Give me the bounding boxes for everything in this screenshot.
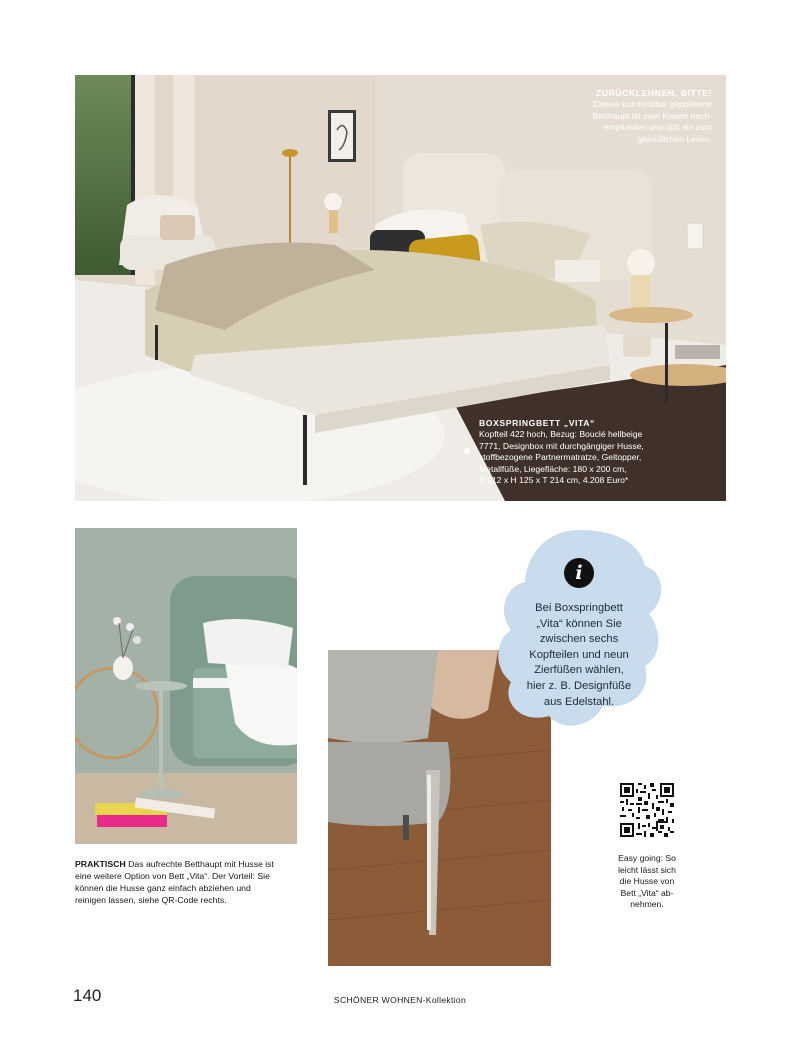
caption-heading: ZURÜCKLEHNEN, BITTE! — [595, 88, 712, 98]
caption-line: Bett „Vita“ ab- — [620, 887, 674, 898]
caption-line: empfunden und lädt ein zum — [603, 122, 712, 133]
caption-line: nehmen. — [630, 899, 664, 910]
caption-line: die Husse von — [619, 876, 675, 887]
caption-recline — [547, 88, 712, 145]
caption-praktisch — [75, 858, 280, 906]
caption-body: Das aufrechte Betthaupt mit Husse ist eine weitere Option von Bett „Vita“. Der Vorteil: Sie können die Husse ganz einfach abziehen und reinigen lassen, siehe QR-Code rechts. — [75, 859, 274, 905]
bullet-dot — [464, 448, 470, 454]
qr-code[interactable] — [620, 783, 674, 837]
info-box — [493, 528, 665, 738]
green-bed-photo — [75, 528, 297, 844]
info-line: zwischen sechs — [539, 633, 619, 646]
footer-brand: SCHÖNER WOHNEN-Kollektion — [333, 995, 467, 1005]
caption-heading: BOXSPRINGBETT „VITA“ — [479, 418, 595, 428]
info-text — [509, 601, 649, 710]
caption-lead: PRAKTISCH — [75, 859, 126, 869]
caption-line: gemütlichen Lesen. — [637, 133, 712, 144]
caption-line: leicht lässt sich — [618, 864, 676, 875]
info-line: aus Edelstahl. — [543, 695, 615, 708]
info-line: „Vita“ können Sie — [536, 617, 622, 630]
bedroom-photo — [75, 75, 726, 501]
info-line: Kopfteilen und neun — [529, 648, 629, 661]
info-icon: i — [564, 558, 594, 588]
info-line: hier z. B. Designfüße — [526, 679, 632, 692]
caption-line: Kopfteil 422 hoch, Bezug: Bouclé hellbeige — [479, 429, 643, 440]
caption-boxspringbett — [479, 418, 679, 486]
caption-easy-going — [605, 853, 689, 911]
info-line: Zierfüßen wählen, — [534, 664, 624, 677]
caption-line: Easy going: So — [618, 853, 676, 863]
page-number: 140 — [73, 986, 102, 1005]
caption-line: stoffbezogene Partnermatratze, Geltopper, — [479, 452, 642, 463]
qr-code-graphic — [620, 783, 674, 837]
caption-line: Dieses komfortabel gepolsterte — [593, 99, 712, 110]
caption-line: Betthaupt ist zwei Kissen nach- — [592, 110, 712, 121]
caption-line: Metallfüße, Liegefläche: 180 x 200 cm, — [479, 463, 627, 474]
green-bed-illustration — [75, 528, 297, 844]
caption-line: B 212 x H 125 x T 214 cm, 4.208 Euro* — [479, 475, 629, 486]
info-line: Bei Boxspringbett — [535, 602, 623, 614]
caption-line: 7771, Designbox mit durchgängiger Husse, — [479, 440, 644, 451]
